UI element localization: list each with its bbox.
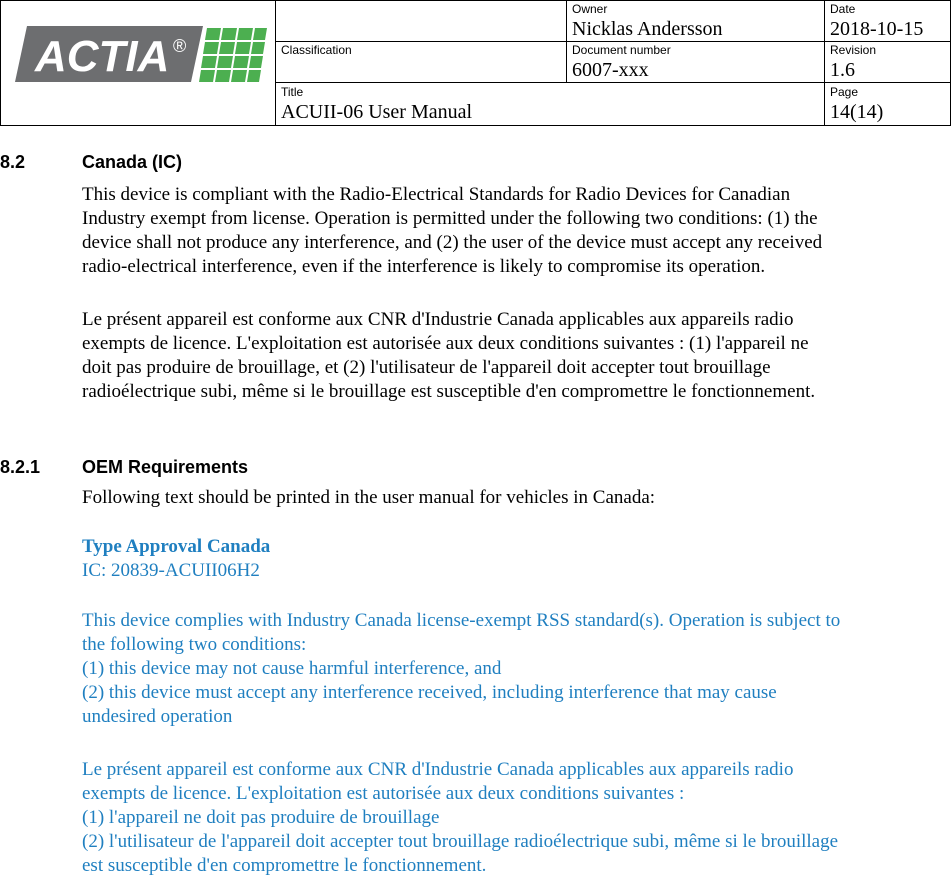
paragraph-line: Industry exempt from license. Operation is permitted under the following two conditions: (1) the <box>82 208 818 229</box>
logo-text: ACTIA <box>35 32 170 81</box>
paragraph-line: Following text should be printed in the user manual for vehicles in Canada: <box>82 487 656 508</box>
document-number-value: 6007-xxx <box>572 59 649 81</box>
statement-line: (1) this device may not cause harmful interference, and <box>82 658 502 679</box>
date-label: Date <box>830 2 856 16</box>
paragraph-line: doit pas produire de brouillage, et (2) l'utilisateur de l'appareil doit accepter tout brouillage <box>82 357 771 378</box>
statement-line: undesired operation <box>82 706 233 727</box>
classification-label: Classification <box>281 43 352 57</box>
owner-label: Owner <box>572 2 608 16</box>
compliance-statement-french <box>82 758 947 878</box>
date-value: 2018-10-15 <box>830 18 924 40</box>
owner-value: Nicklas Andersson <box>572 18 723 40</box>
type-approval-heading: Type Approval Canada <box>82 536 271 557</box>
paragraph-line: exempts de licence. L'exploitation est autorisée aux deux conditions suivantes : (1) l'appareil ne <box>82 333 809 354</box>
logo-grid-icon <box>199 28 267 82</box>
statement-line: This device complies with Industry Canada license-exempt RSS standard(s). Operation is subject to <box>82 610 841 631</box>
subsection-number: 8.2.1 <box>0 457 41 477</box>
compliance-statement-english <box>82 609 947 729</box>
paragraph-line: Le présent appareil est conforme aux CNR d'Industrie Canada applicables aux appareils radio <box>82 309 794 330</box>
type-approval-block <box>82 535 947 583</box>
page-label: Page <box>830 85 859 99</box>
document-header <box>0 0 951 126</box>
page-value: 14(14) <box>830 101 884 123</box>
statement-line: Le présent appareil est conforme aux CNR d'Industrie Canada applicables aux appareils radio <box>82 759 794 780</box>
section-title: Canada (IC) <box>82 152 183 172</box>
subsection-intro <box>82 486 947 510</box>
logo-registered-mark: ® <box>173 36 187 56</box>
statement-line: (1) l'appareil ne doit pas produire de brouillage <box>82 807 440 828</box>
title-value: ACUII-06 User Manual <box>281 101 473 123</box>
statement-line: the following two conditions: <box>82 634 307 655</box>
actia-logo-graphic <box>13 26 267 82</box>
actia-logo <box>13 26 267 82</box>
title-label: Title <box>281 85 304 99</box>
document-number-label: Document number <box>572 43 671 57</box>
statement-line: (2) l'utilisateur de l'appareil doit accepter tout brouillage radioélectrique subi, même si le brouillage <box>82 831 839 852</box>
section-paragraph-french <box>82 308 947 404</box>
section-paragraph-english <box>82 183 947 279</box>
statement-line: (2) this device must accept any interference received, including interference that may cause <box>82 682 777 703</box>
statement-line: exempts de licence. L'exploitation est autorisée aux deux conditions suivantes : <box>82 783 685 804</box>
paragraph-line: radio-electrical interference, even if the interference is likely to compromise its operation. <box>82 256 766 277</box>
subsection-title: OEM Requirements <box>82 457 249 477</box>
ic-number: IC: 20839-ACUII06H2 <box>82 560 260 581</box>
revision-value: 1.6 <box>830 59 855 81</box>
revision-label: Revision <box>830 43 877 57</box>
paragraph-line: radioélectrique subi, même si le brouillage est susceptible d'en compromettre le fonctionnement. <box>82 381 816 402</box>
paragraph-line: device shall not produce any interference, and (2) the user of the device must accept any received <box>82 232 823 253</box>
paragraph-line: This device is compliant with the Radio-Electrical Standards for Radio Devices for Canadian <box>82 184 791 205</box>
statement-line: est susceptible d'en compromettre le fonctionnement. <box>82 855 487 876</box>
section-number: 8.2 <box>0 152 26 172</box>
